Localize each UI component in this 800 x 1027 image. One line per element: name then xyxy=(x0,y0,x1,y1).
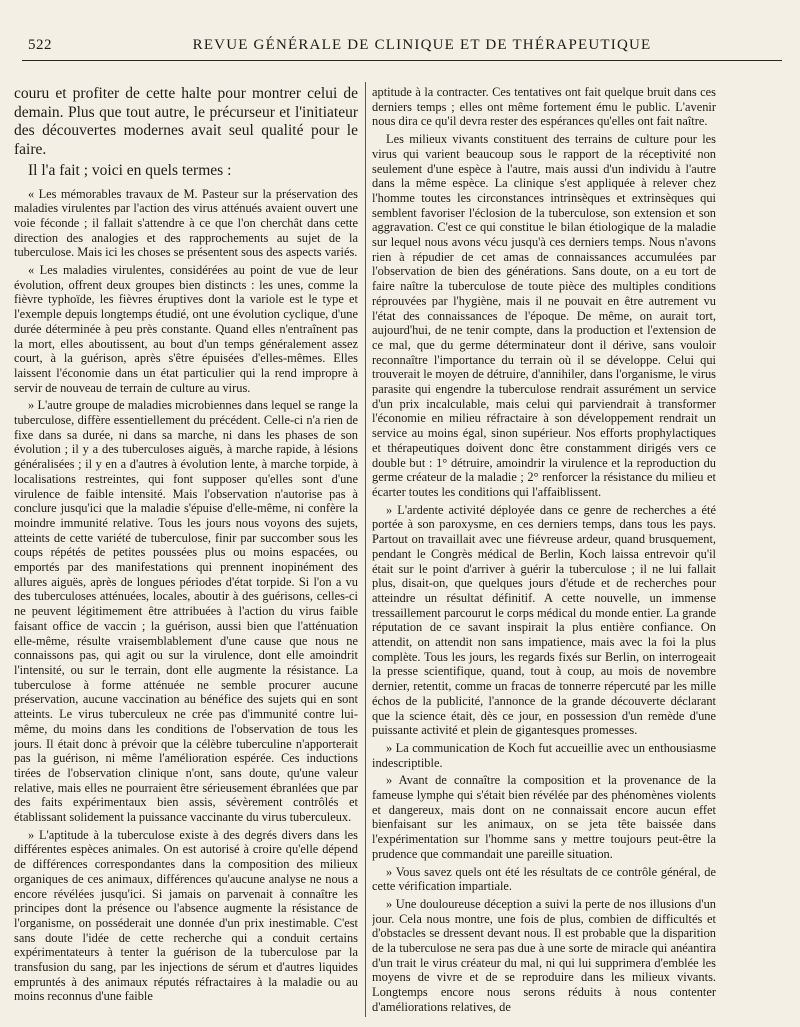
quote-paragraph: » L'autre groupe de maladies microbiennes dans lequel se range la tuberculose, diffère essentiellement du précédent. Celle-ci n'a rien de fixe dans sa durée, ni dans sa marche, ni dans les phases de son évolution ; il y a des tuberculoses aiguës, à marche rapide, à lésions généralisées ; il y en a d'autres à évolution lente, à marche torpide, à localisations restreintes, qui font supposer qu'elles sont d'une virulence de faible intensité. Mais l'observation n'autorise pas à conclure jusqu'ici que la maladie s'épuise d'elle-même, ni confère la moindre immunité relative. Tous les jours nous voyons des sujets, atteints de cette variété de tuberculose, finir par succomber sous les coups répétés de petites poussées plus ou moins espacées, ou emportés par des manifestations qui prennent inopinément des allures aiguës, après de longues périodes d'état torpide. Si l'on a vu des tuberculoses atténuées, locales, aboutir à des guérisons, celles-ci ne peuvent légitimement être attribuées à l'action du virus faible faisant office de vaccin ; la guérison, aussi bien que l'atténuation elle-même, résulte vraisemblablement d'une cause que nous ne connaissons pas, qui agit ou sur la virulence, dont elle amoindrit l'intensité, ou sur le terrain, dont elle augmente la résistance. La tuberculose à forme atténuée ne semble procurer aucune préservation, aucune vaccination au bénéfice des sujets qui en sont atteints. Le virus tuberculeux ne crée pas d'immunité contre lui-même, du moins dans les conditions de l'observation de tous les jours. Il était donc à prévoir que la célèbre tuberculine n'apporterait pas la guérison, ni même l'amélioration espérée. Ces inductions tirées de l'observation clinique n'ont, sans doute, qu'une valeur relative, mais elles ne pourraient être sérieusement ébranlées que par des faits expérimentaux bien assis, sévèrement contrôlés et établissant solidement la puissance vaccinante du virus tuberculeux. xyxy=(14,398,358,825)
quote-paragraph: » La communication de Koch fut accueillie avec un enthousiasme indescriptible. xyxy=(372,740,716,770)
quote-paragraph: « Les maladies virulentes, considérées au point de vue de leur évolution, offrent deux groupes bien distincts : les unes, comme la fièvre typhoïde, les fièvres éruptives dont la variole est le type et l'exemple depuis longtemps étudié, ont une évolution cyclique, d'une durée déterminée à peu près constante. Quand elles n'entraînent pas la mort, elles aboutissent, au bout d'un temps généralement assez court, à la guérison, après s'être épuisées d'elles-mêmes. Elles laissent l'économie dans un état particulier qui la rend impropre à servir de nouveau de terrain de culture au virus. xyxy=(14,263,358,395)
quote-paragraph: » L'ardente activité déployée dans ce genre de recherches a été portée à son paroxysme, en ces derniers temps, dans tous les pays. Partout on travaillait avec une fiévreuse ardeur, quand brusquement, pendant le Congrès médical de Berlin, Koch laissa entrevoir qu'il était sur le point d'arriver à guérir la tuberculose ; il ne lui fallait plus, disait-on, que quelques jours d'étude et de recherches pour atteindre un résultat définitif. A cette nouvelle, un immense tressaillement parcourut le corps médical du monde entier. La grande réputation de ce savant inspirait la plus entière confiance. On attendit, on attendit non sans impatience, mais avec la foi la plus complète. Tous les jours, les regards fixés sur Berlin, on interrogeait la presse scientifique, quand, tout à coup, au mois de novembre dernier, retentit, comme un fracas de tonnerre répercuté par les mille échos de la publicité, l'annonce de la grande découverte déclarant que la science était, dès ce jour, en possession d'un remède d'une puissante activité et plein de gigantesques promesses. xyxy=(372,502,716,738)
quote-paragraph: aptitude à la contracter. Ces tentatives ont fait quelque bruit dans ces derniers temps ; elles ont même fortement ému le public. L'avenir nous dira ce qu'il devra rester des espérances qu'elles ont fait naître. xyxy=(372,85,716,129)
quote-paragraph: » Avant de connaître la composition et la provenance de la fameuse lymphe qui s'était bien révélée par des phénomènes violents et dangereux, mais dont on ne connaissait encore aucun effet bienfaisant sur les animaux, on se jeta tête baissée dans l'expérimentation sur l'homme sans y mettre toujours peut-être la prudence que commandait une pareille situation. xyxy=(372,773,716,861)
quote-paragraph: « Les mémorables travaux de M. Pasteur sur la préservation des maladies virulentes par l'action des virus atténués avaient ouvert une voie féconde ; il fallait s'attendre à ce que l'on cherchât dans cette direction des analogies et des rapprochements au sujet de la tuberculose. Mais ici les choses se présentent sous des aspects variés. xyxy=(14,186,358,260)
quote-paragraph: » Une douloureuse déception a suivi la perte de nos illusions d'un jour. Cela nous montre, une fois de plus, combien de difficultés et d'obstacles se dressent devant nous. Il est probable que la disparition de la tuberculose ne sera pas due à une sorte de miracle qui anéantira d'un trait le virus créateur du mal, ni qui lui supprimera d'emblée les moyens de vivre et de se reproduire dans les milieux vivants. Longtemps encore nous serons réduits à nous contenter d'améliorations relatives, de xyxy=(372,896,716,1014)
left-column xyxy=(14,85,358,1015)
quote-paragraph: Les milieux vivants constituent des terrains de culture pour les virus qui varient beaucoup sous le rapport de la réceptivité non seulement d'une espèce à l'autre, mais aussi d'un individu à l'autre dans la même espèce. La clinique s'est appliquée à relever chez l'homme toutes les circonstances intrinsèques et extrinsèques qui semblent favoriser l'éclosion de la tuberculose, son extension et son aggravation. C'est ce qui constitue le bilan étiologique de la maladie sur lequel nous avons vécu jusqu'à ces derniers temps. Nous n'avons rien à répudier de cet amas de connaissances accumulées par l'observation de bien des générations. Sans doute, on a eu tort de faire naître la tuberculose de toute pièce des multiples conditions réprouvées par l'hygiène, mais il ne pouvait en être autrement vu l'état des connaissances de l'époque. De même, on aurait tort, aujourd'hui, de ne tenir compte, dans la production et l'extension de ce mal, que du germe déterminateur dont il dérive, sans vouloir reconnaître l'importance du terrain où il se développe. Celui qui trouverait le moyen de détruire, d'annihiler, dans l'organisme, le virus parasite qui engendre la tuberculose rendrait assurément un service d'un prix incalculable, mais celui qui parviendrait à transformer l'économie en milieu réfractaire à son développement rendrait un service au moins égal, sinon supérieur. Nos efforts prophylactiques et thérapeutiques doivent donc être constamment dirigés vers ce double but : 1° détruire, amoindrir la virulence et la reproduction du germe créateur de la maladie ; 2° renforcer la résistance du milieu et écarter toutes les conditions qui l'affaiblissent. xyxy=(372,132,716,499)
right-column xyxy=(372,85,716,1015)
running-title: REVUE GÉNÉRALE DE CLINIQUE ET DE THÉRAPEUTIQUE xyxy=(192,37,652,53)
paragraph: couru et profiter de cette halte pour montrer celui de demain. Plus que tout autre, le précurseur et l'initiateur des découvertes modernes avait seul qualité pour le faire. xyxy=(14,85,358,158)
quote-paragraph: » L'aptitude à la tuberculose existe à des degrés divers dans les différentes espèces animales. On est autorisé à croire qu'elle dépend de différences correspondantes dans la composition des milieux organiques de ces animaux, différences qu'aucune analyse ne nous a encore révélées jusqu'ici. Si jamais on parvenait à connaître les principes dont la présence ou l'absence augmente la résistance de l'organisme, on posséderait une donnée d'un prix inestimable. C'est sans doute l'idée de cette recherche qui a conduit certains expérimentateurs à tenter la guérison de la tuberculose par la transfusion du sang, par les injections de sérum et d'autres liquides empruntés à des animaux réputés réfractaires à la maladie ou au moins reconnus d'une faible xyxy=(14,827,358,1004)
paragraph: Il l'a fait ; voici en quels termes : xyxy=(28,162,232,179)
page-number: 522 xyxy=(28,37,52,53)
running-header xyxy=(22,34,782,61)
quote-paragraph: » Vous savez quels ont été les résultats de ce contrôle général, de cette vérification impartiale. xyxy=(372,864,716,894)
column-divider xyxy=(365,82,366,1017)
